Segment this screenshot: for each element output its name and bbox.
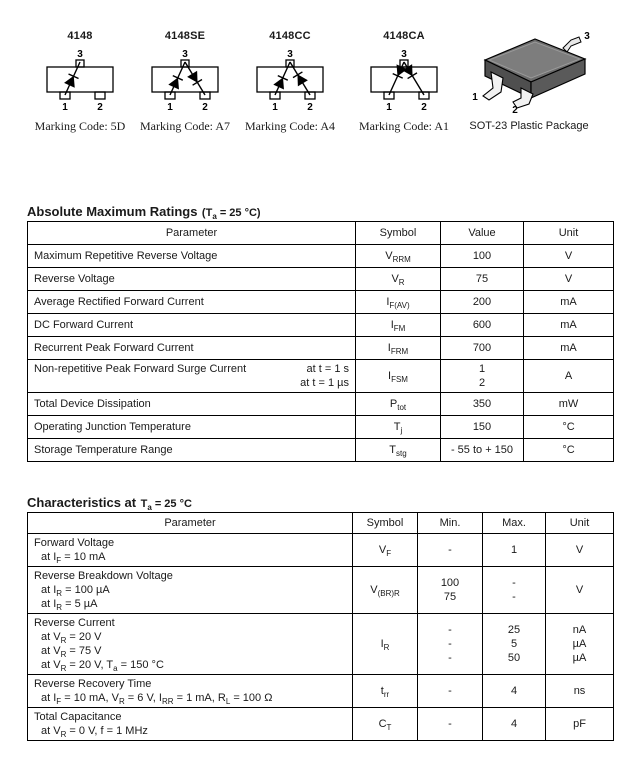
table-row: [28, 534, 614, 567]
col-header-value: Value: [441, 222, 524, 245]
col-header-unit: Unit: [546, 513, 614, 534]
common-cathode-schematic-icon: [230, 46, 350, 116]
pin1-label: 1: [62, 102, 68, 113]
abs-max-table: [27, 221, 614, 462]
pin1-label: 1: [386, 102, 392, 113]
parameter-text: Maximum Repetitive Reverse Voltage: [34, 250, 218, 262]
unit-cell: mA: [524, 291, 614, 314]
unit-cell: V: [524, 245, 614, 268]
table-row: [28, 245, 614, 268]
symbol-cell: $I_{FM}$: [356, 314, 441, 337]
parameter-cell: [28, 314, 356, 337]
table-row: [28, 268, 614, 291]
pin3-label: 3: [182, 49, 188, 60]
parameter-cell: [28, 337, 356, 360]
parameter-cell: [28, 268, 356, 291]
unit-cell: °C: [524, 439, 614, 462]
header-row: [28, 513, 614, 534]
col-header-min: Min.: [418, 513, 483, 534]
pin2-label: 2: [512, 105, 518, 114]
parameter-conditions: at t = 1 s at t = 1 µs: [300, 363, 349, 389]
value-cell: - 55 to + 150: [441, 439, 524, 462]
marking-code: Marking Code: A4: [245, 119, 335, 133]
unit-cell: V: [524, 268, 614, 291]
sot23-package-image: [459, 30, 599, 114]
table-row: [28, 314, 614, 337]
value-cell: 350: [441, 393, 524, 416]
table-row: [28, 416, 614, 439]
pin2-label: 2: [202, 102, 208, 113]
part-name: 4148CA: [383, 30, 425, 42]
symbol-cell: $t_{rr}$: [353, 675, 418, 708]
value-cell: 700: [441, 337, 524, 360]
table-row: [28, 708, 614, 741]
pin1-label: 1: [272, 102, 278, 113]
symbol-cell: $V_{(BR)R}$: [353, 567, 418, 614]
symbol-cell: $V_R$: [356, 268, 441, 291]
min-cell: 100 75: [418, 567, 483, 614]
col-header-parameter: Parameter: [28, 513, 353, 534]
series-diodes-schematic-icon: [125, 46, 245, 116]
col-header-unit: Unit: [524, 222, 614, 245]
value-cell: 1 2: [441, 360, 524, 393]
characteristics-title: [27, 494, 192, 512]
parameter-cell: [28, 245, 356, 268]
symbol-cell: $I_{FSM}$: [356, 360, 441, 393]
unit-cell: mA: [524, 337, 614, 360]
unit-cell: °C: [524, 416, 614, 439]
unit-cell: ns: [546, 675, 614, 708]
marking-code: Marking Code: A7: [140, 119, 230, 133]
common-anode-schematic-icon: [344, 46, 464, 116]
parameter-cell: Reverse Breakdown Voltage at $I_R = 100$ µA at $I_R = 5$ µA: [28, 567, 353, 614]
parameter-cell: [28, 439, 356, 462]
pin3-label: 3: [77, 49, 83, 60]
value-cell: 100: [441, 245, 524, 268]
symbol-cell: $P_{tot}$: [356, 393, 441, 416]
pin1-label: 1: [167, 102, 173, 113]
pin2-label: 2: [97, 102, 103, 113]
col-header-max: Max.: [483, 513, 546, 534]
figure-4148cc: [230, 30, 350, 134]
symbol-cell: $I_{F(AV)}$: [356, 291, 441, 314]
parameter-cell: Reverse Current at $V_R = 20$ V at $V_R = 75$ V at $V_R = 20$ V, $T_a = 150$ °C: [28, 614, 353, 675]
symbol-cell: $V_F$: [353, 534, 418, 567]
single-diode-schematic-icon: [20, 46, 140, 116]
unit-cell: A: [524, 360, 614, 393]
table-row: [28, 337, 614, 360]
unit-cell: pF: [546, 708, 614, 741]
marking-code: Marking Code: A1: [359, 119, 449, 133]
symbol-cell: $I_R$: [353, 614, 418, 675]
max-cell: - -: [483, 567, 546, 614]
package-caption: SOT-23 Plastic Package: [469, 120, 589, 132]
figure-sot23-package: [456, 30, 602, 132]
unit-cell: V: [546, 534, 614, 567]
parameter-text: DC Forward Current: [34, 319, 134, 331]
unit-cell: V: [546, 567, 614, 614]
abs-max-title-text: Absolute Maximum Ratings: [27, 204, 198, 219]
col-header-parameter: Parameter: [28, 222, 356, 245]
parameter-text: Non-repetitive Peak Forward Surge Current: [34, 363, 247, 375]
table-row: [28, 675, 614, 708]
pin3-label: 3: [401, 49, 407, 60]
part-name: 4148CC: [269, 30, 311, 42]
parameter-cell: Total Capacitance at $V_R = 0$ V, f = 1 MHz: [28, 708, 353, 741]
table-row: [28, 439, 614, 462]
figure-4148ca: [344, 30, 464, 134]
parameter-text: Storage Temperature Range: [34, 444, 173, 456]
parameter-cell: [28, 360, 356, 393]
table-row: [28, 393, 614, 416]
max-cell: 25 5 50: [483, 614, 546, 675]
symbol-cell: $T_{stg}$: [356, 439, 441, 462]
symbol-cell: $C_T$: [353, 708, 418, 741]
min-cell: -: [418, 534, 483, 567]
characteristics-table: [27, 512, 614, 741]
unit-cell: mA: [524, 314, 614, 337]
symbol-cell: $I_{FRM}$: [356, 337, 441, 360]
parameter-text: Recurrent Peak Forward Current: [34, 342, 194, 354]
min-cell: - - -: [418, 614, 483, 675]
characteristics-title-text: Characteristics at: [27, 495, 137, 510]
value-cell: 200: [441, 291, 524, 314]
max-cell: 4: [483, 708, 546, 741]
pin2-label: 2: [421, 102, 427, 113]
part-name: 4148: [67, 30, 93, 42]
pin1-label: 1: [472, 92, 478, 103]
max-cell: 4: [483, 675, 546, 708]
parameter-cell: Reverse Recovery Time at $I_F = 10$ mA, $V_R = 6$ V, $I_{RR} = 1$ mA, $R_L = 100$ Ω: [28, 675, 353, 708]
symbol-cell: $V_{RRM}$: [356, 245, 441, 268]
figure-4148: [20, 30, 140, 134]
table-row: [28, 567, 614, 614]
unit-cell: nA µA µA: [546, 614, 614, 675]
parameter-text: Operating Junction Temperature: [34, 421, 191, 433]
table-row: [28, 291, 614, 314]
parameter-cell: [28, 393, 356, 416]
value-cell: 150: [441, 416, 524, 439]
parameter-cell: [28, 291, 356, 314]
symbol-cell: $T_j$: [356, 416, 441, 439]
col-header-symbol: Symbol: [356, 222, 441, 245]
pin3-label: 3: [287, 49, 293, 60]
abs-max-title-condition: ($T_a = 25$ °C): [201, 207, 261, 222]
max-cell: 1: [483, 534, 546, 567]
parameter-text: Reverse Voltage: [34, 273, 115, 285]
value-cell: 75: [441, 268, 524, 291]
header-row: [28, 222, 614, 245]
parameter-text: Average Rectified Forward Current: [34, 296, 204, 308]
table-row: [28, 614, 614, 675]
parameter-text: Total Device Dissipation: [34, 398, 151, 410]
figure-4148se: [125, 30, 245, 134]
pin3-label: 3: [584, 31, 590, 42]
parameter-cell: [28, 416, 356, 439]
value-cell: 600: [441, 314, 524, 337]
abs-max-title: [27, 203, 261, 221]
table-row: [28, 360, 614, 393]
unit-cell: mW: [524, 393, 614, 416]
min-cell: -: [418, 708, 483, 741]
col-header-symbol: Symbol: [353, 513, 418, 534]
min-cell: -: [418, 675, 483, 708]
characteristics-title-condition: $T_a = 25$ °C: [140, 498, 192, 513]
marking-code: Marking Code: 5D: [34, 119, 126, 133]
pin2-label: 2: [307, 102, 313, 113]
part-name: 4148SE: [164, 30, 206, 42]
parameter-cell: Forward Voltage at $I_F = 10$ mA: [28, 534, 353, 567]
